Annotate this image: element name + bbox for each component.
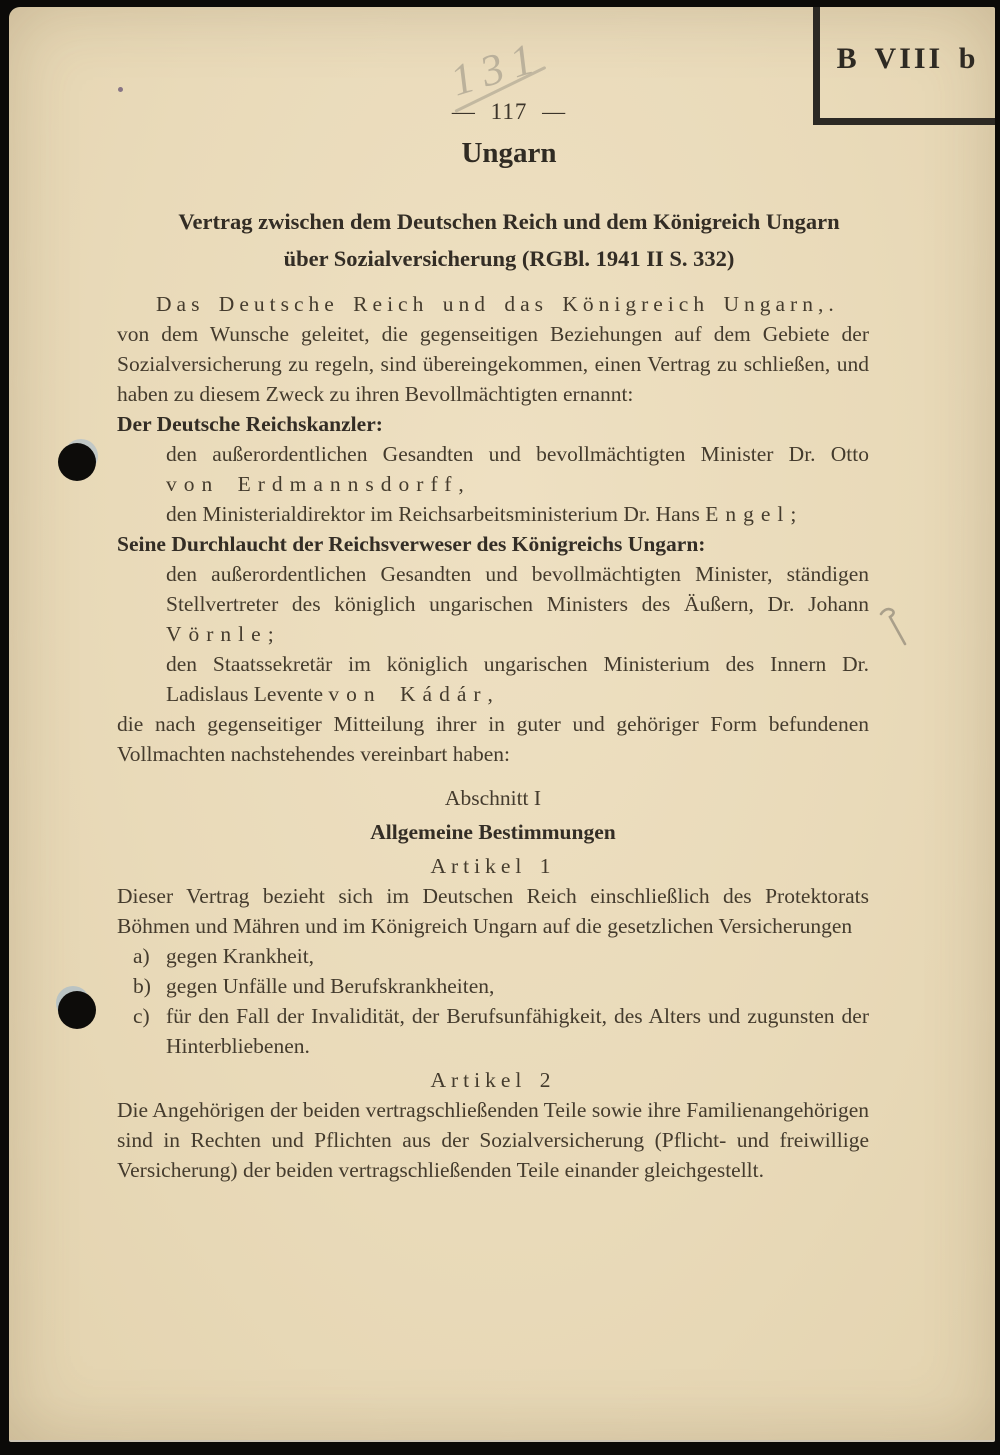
list-item-b	[133, 971, 869, 1001]
list-item-c	[133, 1001, 869, 1061]
german-side-heading: Der Deutsche Reichskanzler:	[117, 412, 383, 436]
delegate-punctuation: ,	[458, 472, 464, 496]
classification-label: B VIII b	[836, 41, 979, 75]
delegate-punctuation: ;	[267, 622, 274, 646]
section-heading: Abschnitt I	[444, 786, 542, 810]
list-item-text: gegen Unfälle und Berufskrankheiten,	[166, 974, 495, 998]
german-delegate-1	[166, 439, 869, 499]
article-1-heading: Artikel 1	[430, 854, 556, 878]
delegate-text: den Staatssekretär im königlich ungarischen Ministerium des Innern Dr. Ladislaus Levente	[166, 652, 869, 706]
hungarian-delegate-1	[166, 559, 869, 649]
delegate-text: den außerordentlichen Gesandten und bevollmächtigten Minister, ständigen Stellvertreter des königlich ungarischen Ministers des Äußern, Dr. Johann	[166, 562, 869, 616]
list-marker: a)	[133, 944, 150, 968]
treaty-title	[9, 203, 1000, 277]
treaty-title-line2: über Sozialversicherung (RGBl. 1941 II S. 332)	[283, 246, 735, 271]
delegate-name: von Erdmannsdorff	[166, 472, 459, 496]
delegate-name: Engel	[705, 502, 791, 526]
punch-hole-top	[58, 443, 96, 481]
german-delegate-2	[166, 499, 869, 529]
article-1-text: Dieser Vertrag bezieht sich im Deutschen Reich einschließlich des Protektorats Böhmen und Mähren und im Königreich Ungarn auf die gesetzlichen Versicherungen	[117, 884, 869, 938]
delegate-name: von Kádár	[328, 682, 488, 706]
list-item-a	[133, 941, 869, 971]
paper-page	[9, 7, 995, 1442]
handwritten-page-number: 131	[444, 31, 549, 106]
section-subheading: Allgemeine Bestimmungen	[370, 820, 616, 844]
list-item-text: für den Fall der Invalidität, der Berufsunfähigkeit, des Alters und zugunsten der Hinterbliebenen.	[166, 1004, 869, 1058]
document-body	[117, 289, 869, 1185]
article-2-text: Die Angehörigen der beiden vertragschließenden Teile sowie ihre Familienangehörigen sind in Rechten und Pflichten aus der Sozialversicherung (Pflicht- und freiwillige Versicherung) der beiden vertragschließenden Teile einander gleichgestellt.	[117, 1098, 869, 1182]
delegate-name: Vörnle	[166, 622, 268, 646]
preamble-opening-rest: von dem Wunsche geleitet, die gegenseitigen Beziehungen auf dem Gebiete der Sozialversicherung zu regeln, sind übereingekommen, einen Vertrag zu schließen, und haben zu diesem Zweck zu ihren Bevollmächtigten ernannt:	[117, 322, 869, 406]
punch-hole-bottom	[58, 991, 96, 1029]
list-marker: b)	[133, 974, 151, 998]
article-2-heading: Artikel 2	[430, 1068, 556, 1092]
delegate-punctuation: ,	[487, 682, 493, 706]
list-marker: c)	[133, 1004, 150, 1028]
country-title: Ungarn	[461, 137, 557, 169]
article-1-list	[133, 941, 869, 1061]
ink-speck	[118, 87, 123, 92]
preamble-opening-line: Das Deutsche Reich und das Königreich Ungarn,.	[156, 292, 839, 316]
delegate-text: den außerordentlichen Gesandten und bevollmächtigten Minister Dr. Otto	[166, 442, 869, 466]
delegate-text: den Ministerialdirektor im Reichsarbeitsministerium Dr. Hans	[166, 502, 706, 526]
delegate-punctuation: ;	[790, 502, 797, 526]
pencil-margin-mark-icon	[878, 606, 910, 648]
treaty-title-line1: Vertrag zwischen dem Deutschen Reich und dem Königreich Ungarn	[178, 209, 840, 234]
hungarian-side-heading: Seine Durchlaucht der Reichsverweser des Königreichs Ungarn:	[117, 532, 706, 556]
list-item-text: gegen Krankheit,	[166, 944, 315, 968]
hungarian-delegate-2	[166, 649, 869, 709]
page-number: — 117 —	[451, 99, 567, 124]
preamble-closing: die nach gegenseitiger Mitteilung ihrer in guter und gehöriger Form befundenen Vollmachten nachstehendes vereinbart haben:	[117, 712, 869, 766]
